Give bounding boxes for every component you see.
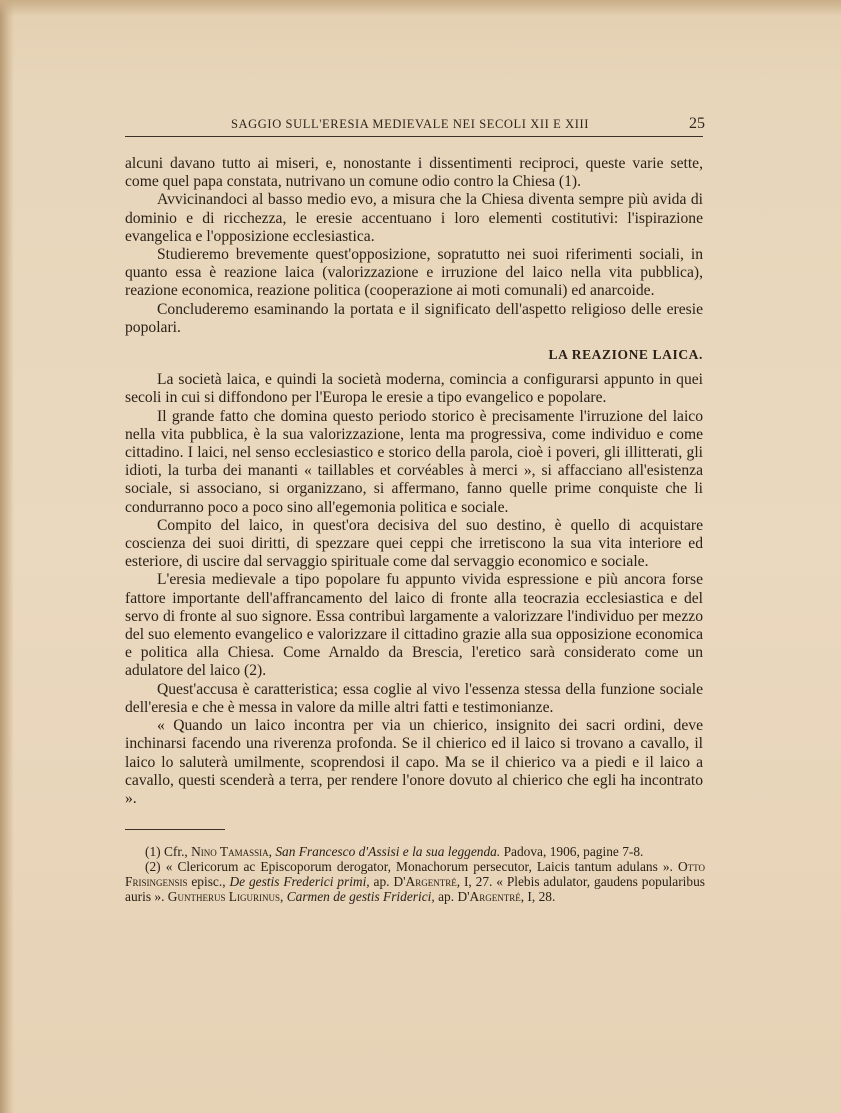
paragraph: Concluderemo esaminando la portata e il significato dell'aspetto religioso delle eresie popolari. xyxy=(125,300,703,336)
page-edge-shadow xyxy=(0,0,14,1113)
body-text xyxy=(125,155,703,808)
footnote-1 xyxy=(125,844,705,859)
footnote-rest: ap. xyxy=(373,874,390,889)
paragraph: Compito del laico, in quest'ora decisiva del suo destino, è quello di acquistare coscienza dei suoi diritti, di spezzare quei ceppi che irretiscono la sua vita interiore ed esteriore, di uscire dal servaggio spirituale come dal servaggio economico e sociale. xyxy=(125,516,703,571)
page-top-shadow xyxy=(0,0,841,16)
footnote-author: Guntherus Ligurinus, xyxy=(167,889,284,904)
page-number: 25 xyxy=(689,115,705,132)
footnote-quote: « Clericorum ac Episcoporum derogator, Monachorum persecutor, Laicis tantum adulans ». xyxy=(165,859,673,874)
footnote-title: San Francesco d'Assisi e la sua leggenda. xyxy=(275,844,501,859)
footnote-rest: ap. xyxy=(438,889,455,904)
footnotes xyxy=(125,844,705,904)
footnote-number: (1) Cfr., xyxy=(145,844,188,859)
paragraph: Studieremo brevemente quest'opposizione, sopratutto nei suoi riferimenti sociali, in quanto essa è reazione laica (valorizzazione e irruzione del laico nella vita pubblica), reazione economica, reazione politica (cooperazione ai moti comunali) ed anarcoide. xyxy=(125,246,703,300)
paragraph: Il grande fatto che domina questo periodo storico è precisamente l'irruzione del laico nella vita pubblica, è la sua valorizzazione, lenta ma progressiva, come individuo e come cittadino. I laici, nel senso ecclesiastico e storico della parola, cioè i poveri, gli illitterati, gli idioti, la turba dei mananti « taillables et corvéables à merci », si affacciano all'esistenza sociale, si associano, si organizzano, si affermano, fanno quelle prime conquiste che li condurranno poco a poco sino all'egemonia politica e sociale. xyxy=(125,407,703,516)
footnote-rule xyxy=(125,829,225,830)
footnote-title: De gestis Frederici primi, xyxy=(229,874,370,889)
paragraph: L'eresia medievale a tipo popolare fu appunto vivida espressione e più ancora forse fattore importante dell'affrancamento del laico di fronte alla teocrazia ecclesiastica e del servo di fronte al suo signore. Essa contribuì largamente a valorizzare l'individuo per mezzo del suo elemento evangelico e valorizzare il cittadino grazie alla sua opposizione economica e politica alla Chiesa. Come Arnaldo da Brescia, l'eretico sarà considerato come un adulatore del laico (2). xyxy=(125,571,703,680)
running-title: SAGGIO SULL'ERESIA MEDIEVALE NEI SECOLI XII E XIII xyxy=(231,117,590,131)
running-header xyxy=(125,117,705,137)
footnote-author: Nino Tamassia, xyxy=(191,844,272,859)
paragraph: Avvicinandoci al basso medio evo, a misura che la Chiesa diventa sempre più avida di dominio e di ricchezza, le eresie accentuano i loro elementi costitutivi: l'ispirazione evangelica e l'opposizione ecclesiastica. xyxy=(125,191,703,245)
footnote-rest: I, 27. xyxy=(463,874,493,889)
paragraph: La società laica, e quindi la società moderna, comincia a configurarsi appunto in quei secoli in cui si diffondono per l'Europa le eresie a tipo evangelico e popolare. xyxy=(125,371,703,407)
paragraph: alcuni davano tutto ai miseri, e, nonostante i dissentimenti reciproci, queste varie sette, come quel papa constata, nutrivano un comune odio contro la Chiesa (1). xyxy=(125,155,703,191)
header-rule xyxy=(125,136,703,137)
footnote-quote: « Plebis adulator, gaudens popularibus auris ». xyxy=(125,874,705,904)
footnote-2 xyxy=(125,859,705,904)
footnote-author: D'Argentré, xyxy=(393,874,461,889)
section-heading: LA REAZIONE LAICA. xyxy=(548,347,703,363)
paragraph: Quest'accusa è caratteristica; essa coglie al vivo l'essenza stessa della funzione sociale dell'eresia e che è messa in valore da mille altri fatti e testimonianze. xyxy=(125,680,703,716)
footnote-rest: episc., xyxy=(191,874,226,889)
footnote-title: Carmen de gestis Friderici, xyxy=(286,889,435,904)
footnote-author: Otto Frisingensis xyxy=(125,859,705,889)
footnote-number: (2) xyxy=(145,859,161,874)
footnote-author: D'Argentré, xyxy=(457,889,525,904)
footnote-rest: Padova, 1906, pagine 7-8. xyxy=(503,844,644,859)
paragraph: « Quando un laico incontra per via un chierico, insignito dei sacri ordini, deve inchinarsi facendo una riverenza profonda. Se il chierico ed il laico si trovano a cavallo, il laico lo saluterà umilmente, scoprendosi il capo. Ma se il chierico va a piedi e il laico a cavallo, questi scenderà a terra, per rendere l'onore dovuto al chierico che egli ha incontrato ». xyxy=(125,717,703,807)
footnote-rest: I, 28. xyxy=(527,889,556,904)
